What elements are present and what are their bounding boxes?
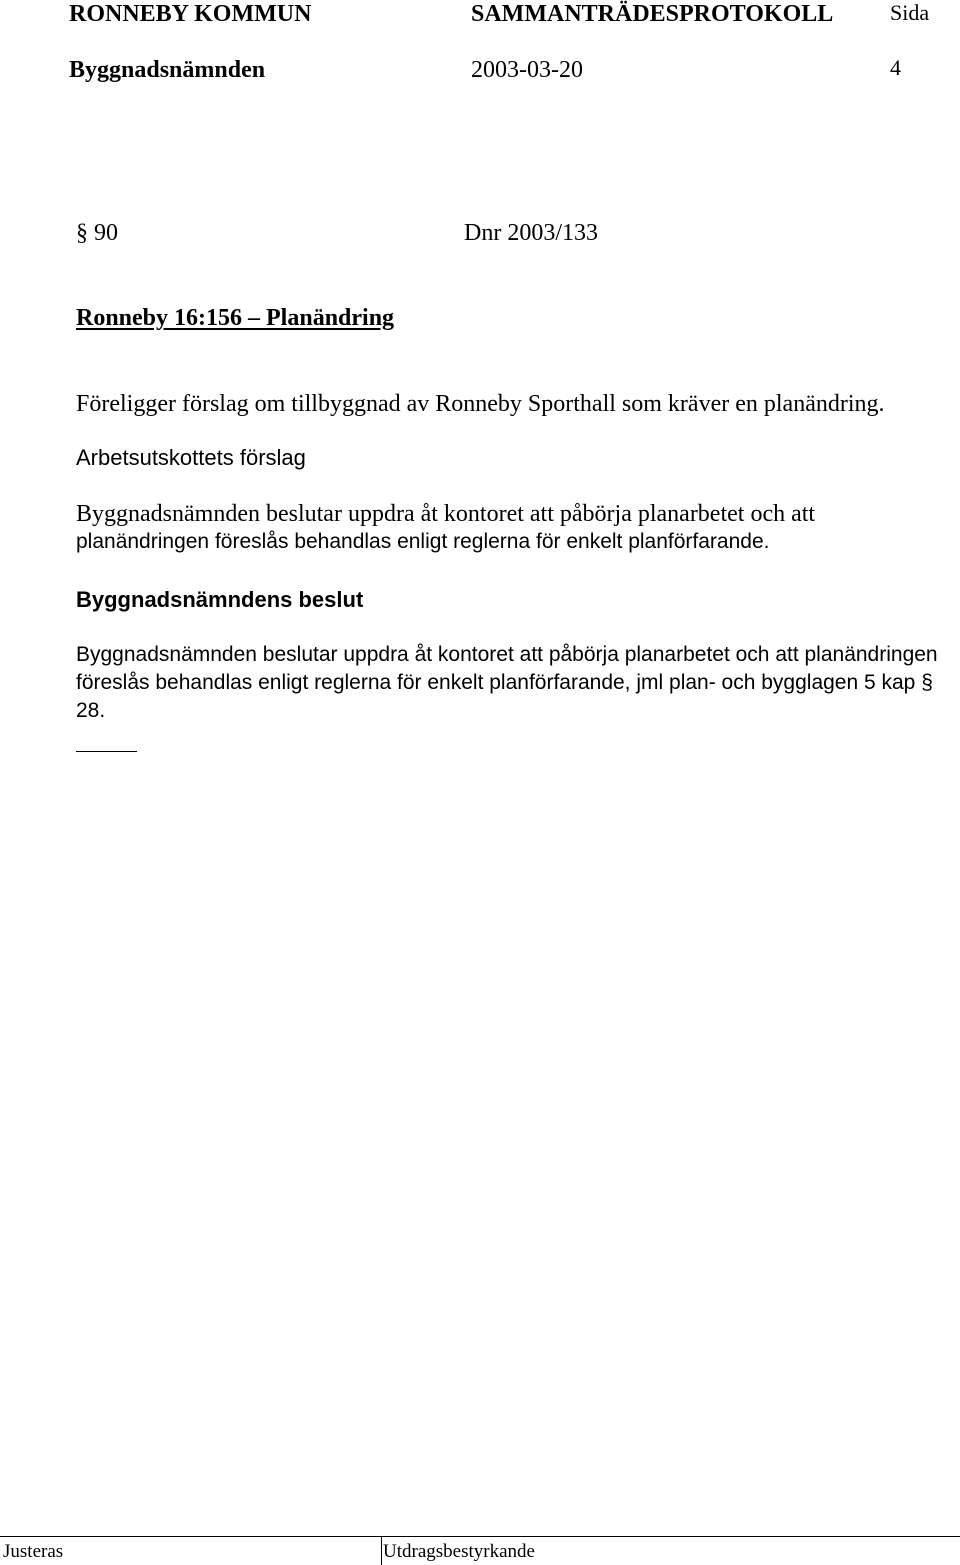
decision-section-sign: § — [921, 671, 933, 694]
footer-column-divider — [381, 1537, 382, 1565]
registration-number: Dnr 2003/133 — [464, 220, 598, 246]
section-sign: § — [76, 220, 88, 246]
board-name: Byggnadsnämnden — [69, 57, 266, 83]
decision-heading: Byggnadsnämndens beslut — [76, 587, 364, 612]
paragraph-number-value: 90 — [94, 220, 118, 246]
meeting-date: 2003-03-20 — [471, 57, 583, 83]
decision-text — [76, 641, 956, 725]
footer-divider — [0, 1536, 960, 1537]
page-label: Sida — [890, 0, 930, 25]
document-type: SAMMANTRÄDESPROTOKOLL — [471, 1, 834, 27]
paragraph-number — [76, 219, 118, 247]
proposal-text — [76, 500, 936, 556]
proposal-text-line-1: Byggnadsnämnden beslutar uppdra åt kontoret att påbörja planarbetet och att — [76, 501, 816, 527]
page-number: 4 — [890, 55, 901, 80]
footer-justeras: Justeras — [3, 1541, 64, 1562]
proposal-heading: Arbetsutskottets förslag — [76, 445, 306, 470]
end-divider — [76, 751, 137, 752]
organization-name: RONNEBY KOMMUN — [69, 1, 312, 27]
proposal-text-line-2: planändringen föreslås behandlas enligt reglerna för enkelt planförfarande. — [76, 530, 770, 553]
footer-utdragsbestyrkande: Utdragsbestyrkande — [383, 1541, 535, 1562]
decision-text-end: 28. — [76, 699, 106, 722]
decision-text-body: Byggnadsnämnden beslutar uppdra åt kontoret att påbörja planarbetet och att planändringen föreslås behandlas enligt reglerna för enkelt planförfarande, jml plan- och bygglagen 5 kap — [76, 643, 938, 694]
case-title: Ronneby 16:156 – Planändring — [76, 305, 395, 331]
intro-text: Föreligger förslag om tillbyggnad av Ronneby Sporthall som kräver en planändring. — [76, 391, 885, 417]
